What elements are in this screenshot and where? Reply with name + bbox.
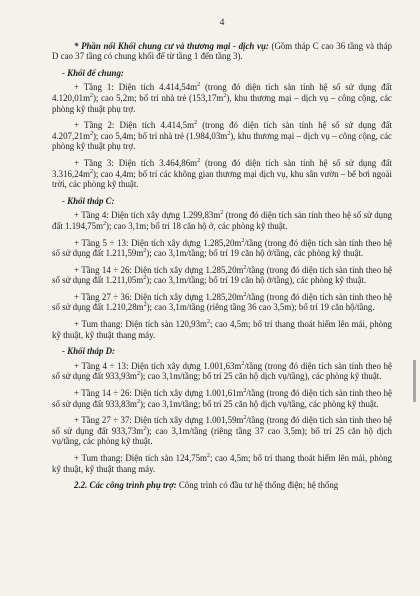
base-floor-3: + Tầng 3: Diện tích $3.464,86m^2$ (trong đó diện tích sàn tính hệ số sử dụng đất $3.316,24m^2$); cao 4,4m; bố trí các không gian thương mại dịch vụ, khu sân vườn – bể bơi ngoài trời, các phòng kỹ thuật. <box>52 157 392 190</box>
tower-d-floor-4-13: + Tầng 4 ÷ 13: Diện tích xây dựng $1.001,63m^2$/tầng (trong đó diện tích sàn tính theo hệ số sử dụng đất $933,93m^2$); cao 3,1m/tầng; bố trí 25 căn hộ dịch vụ/tầng), các phòng kỹ thuật. <box>52 360 392 382</box>
base-floor-1: + Tầng 1: Diện tích $4.414,54m^2$ (trong đó diện tích sàn tính hệ số sử dụng đất $4.120,01m^2$); cao 5,2m; bố trí nhà trẻ $(153,17m^2)$, khu thương mại – dịch vụ – công cộng, các phòng kỹ thuật phụ trợ. <box>52 82 392 114</box>
intro-paragraph <box>52 41 392 62</box>
block-base-heading: - Khối đế chung: <box>62 67 124 78</box>
tower-c-roof-stair: + Tum thang: Diện tích sàn $120,93m^2$; cao 4,5m; bố trí thang thoát hiểm lên mái, phòng kỹ thuật, kỹ thuật thang máy. <box>52 319 392 340</box>
intro-label: * Phần nổi Khối chung cư và thương mại - dịch vụ: <box>74 40 269 51</box>
tower-c-floor-4: + Tầng 4: Diện tích xây dựng $1.299,83m^2$ (trong đó diện tích sàn tính theo hệ số sử dụng đất $1.194,75m^2$); cao 3,1m; bố trí 18 căn hộ ở, các phòng kỹ thuật. <box>52 210 392 231</box>
section-2-2 <box>52 480 392 491</box>
page-number: 4 <box>219 18 225 28</box>
section-2-2-text: Công trình có đầu tư hệ thống điện; hệ thống <box>176 480 339 491</box>
tower-d-roof-stair: + Tum thang: Diện tích sàn $124,75m^2$; cao 4,5m; bố trí thang thoát hiểm lên mái, phòng kỹ thuật, kỹ thuật thang máy. <box>52 453 392 474</box>
base-floor-2: + Tầng 2: Diện tích $4.414,5m^2$ (trong đó diện tích sàn tính hệ số sử dụng đất $4.207,21m^2$); cao 5,4m; bố trí nhà trẻ $(1.984,03m^2)$, khu thương mại – dịch vụ – công cộng, các phòng kỹ thuật phụ trợ. <box>52 120 392 152</box>
section-2-2-label: 2.2. Các công trình phụ trợ: <box>74 480 177 491</box>
tower-c-floor-5-13: + Tầng 5 ÷ 13: Diện tích xây dựng $1.285,20m^2$/tầng (trong đó diện tích sàn tính theo hệ số sử dụng đất $1.211,59m^2$); cao 3,1m/tầng; bố trí 19 căn hộ ở/tầng, các phòng kỹ thuật. <box>52 237 392 259</box>
block-d-heading: - Khối tháp D: <box>62 346 116 357</box>
tower-c-floor-14-26: + Tầng 14 ÷ 26: Diện tích xây dựng $1.285,20m^2$/tầng (trong đó diện tích sàn tính theo hệ số sử dụng đất $1.211,05m^2$); cao 3,1m/tầng; bố trí 19 căn hộ ở/tầng), các phòng kỹ thuật. <box>52 264 392 286</box>
intro-text: (Gồm tháp C cao 36 tầng và tháp D cao 37 tầng có chung khối đế từ tầng 1 đến tầng 3). <box>52 40 392 62</box>
scan-edge-mark <box>413 360 416 402</box>
tower-c-floor-27-36: + Tầng 27 ÷ 36: Diện tích xây dựng $1.285,20m^2$/tầng (trong đó diện tích sàn tính theo hệ số sử dụng đất $1.210,28m^2$); cao 3,1m/tầng (riêng tầng 36 cao 3,5m); bố trí 19 căn hộ/tầng. <box>52 291 392 313</box>
tower-d-floor-14-26: + Tầng 14 ÷ 26: Diện tích xây dựng $1.001,61m^2$/tầng (trong đó diện tích sàn tính theo hệ số sử dụng đất $933,83m^2$); cao 3,1m/tầng; bố trí 25 căn hộ dịch vụ/tầng, các phòng kỹ thuật. <box>52 388 392 409</box>
block-c-heading: - Khối tháp C: <box>62 195 115 206</box>
tower-d-floor-27-37: + Tầng 27 ÷ 37: Diện tích xây dựng $1.001,59m^2$/tầng (trong đó diện tích sàn tính theo hệ số sử dụng đất $933,73m^2$); cao 3,1m/tầng (riêng tầng 37 cao 3,5m); bố trí 25 căn hộ dịch vụ/tầng, các phòng kỹ thuật. <box>52 415 392 447</box>
